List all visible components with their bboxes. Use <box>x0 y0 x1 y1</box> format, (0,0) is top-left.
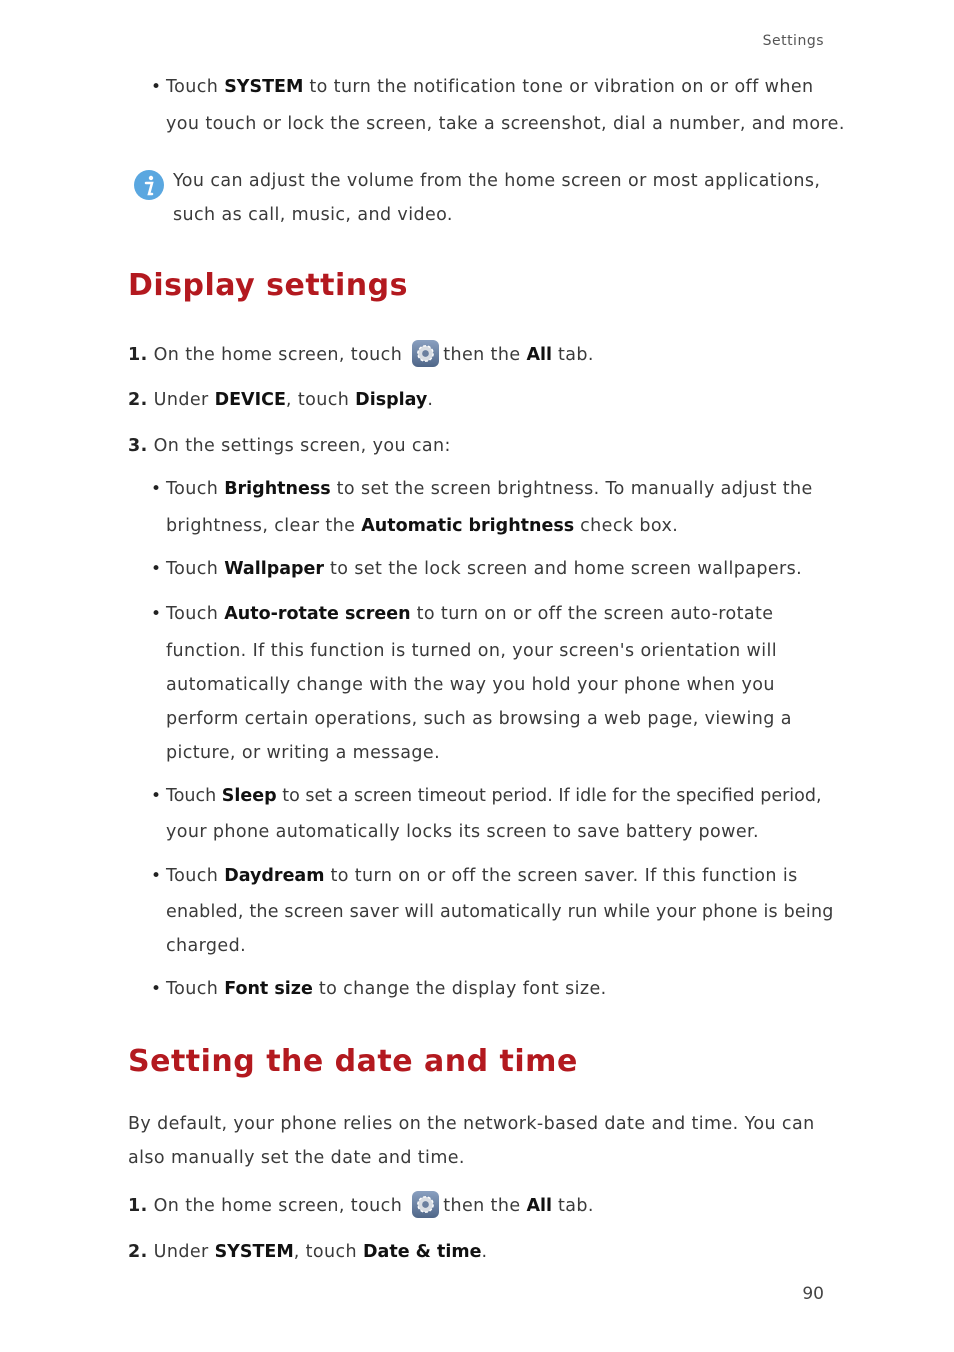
note-line-2: such as call, music, and video. <box>173 205 453 225</box>
bullet-dot: • <box>151 604 162 624</box>
display-step-2: 2. Under DEVICE, touch Display. <box>128 390 434 410</box>
display-step-3: 3. On the settings screen, you can: <box>128 436 451 456</box>
date-step-2: 2. Under SYSTEM, touch Date & time. <box>128 1242 488 1262</box>
heading-display-settings: Display settings <box>128 268 408 303</box>
date-step-1: 1. On the home screen, touch then the All tab. <box>128 1189 594 1223</box>
running-header: Settings <box>762 33 824 49</box>
bullet-dot: • <box>151 559 162 579</box>
bullet-dot: • <box>151 786 162 806</box>
bullet-dot: • <box>151 866 162 886</box>
display-step-1: 1. On the home screen, touch then the All tab. <box>128 338 594 372</box>
date-intro-line-1: By default, your phone relies on the network-based date and time. You can <box>128 1114 815 1134</box>
bullet-dot: • <box>151 77 162 97</box>
heading-date-time: Setting the date and time <box>128 1044 578 1079</box>
note-line-1: You can adjust the volume from the home screen or most applications, <box>173 171 821 191</box>
bullet-dot: • <box>151 479 162 499</box>
page-number: 90 <box>802 1284 824 1304</box>
bullet-dot: • <box>151 979 162 999</box>
settings-gear-icon <box>412 340 439 367</box>
settings-gear-icon <box>412 1191 439 1218</box>
info-icon <box>133 169 165 201</box>
date-intro-line-2: also manually set the date and time. <box>128 1148 465 1168</box>
